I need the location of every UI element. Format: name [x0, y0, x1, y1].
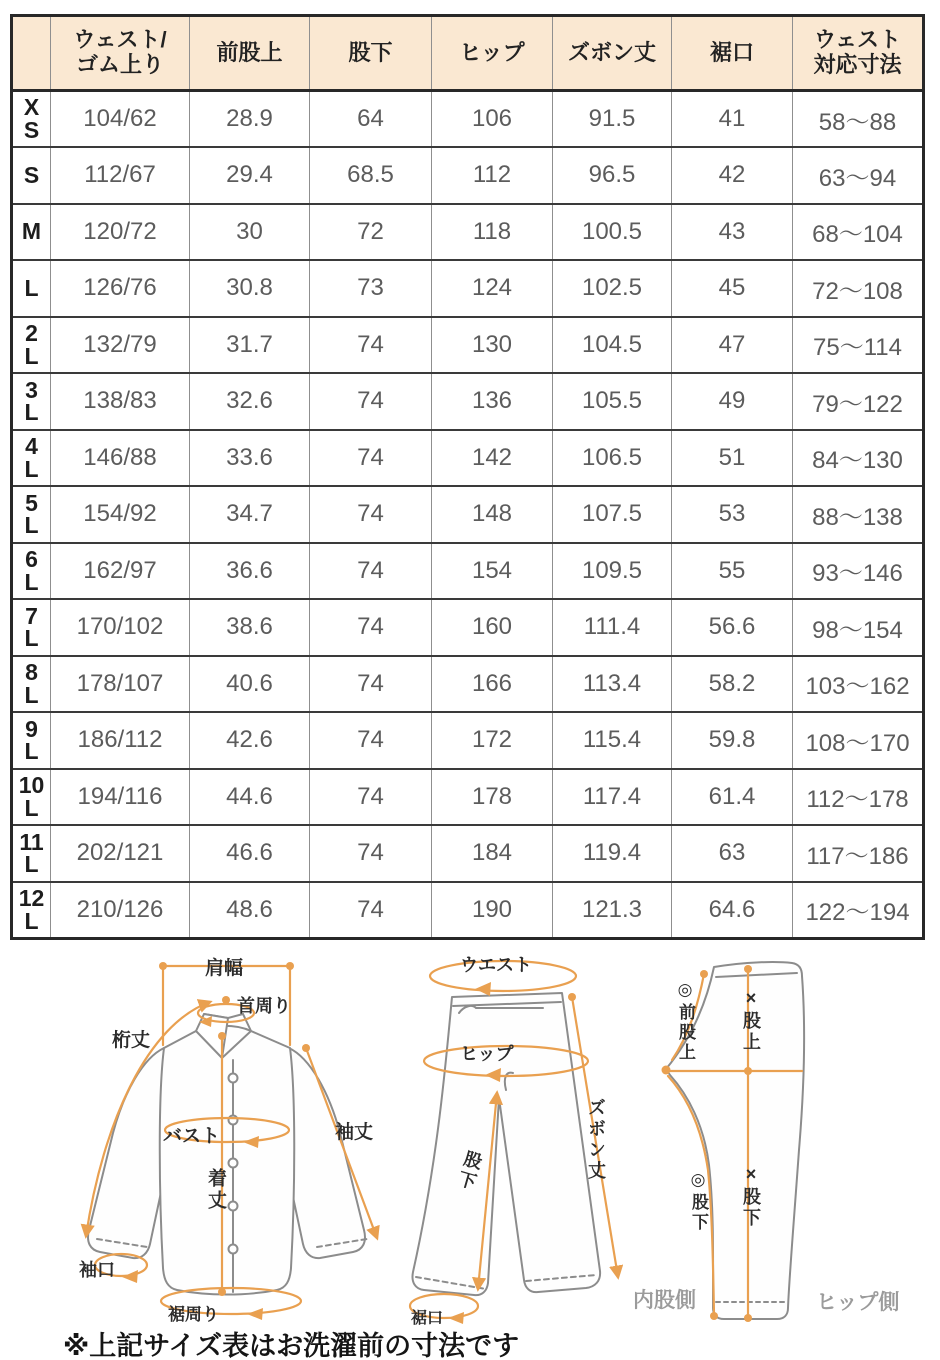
table-row	[12, 769, 924, 826]
table-row	[12, 543, 924, 600]
size-value-cell: 194/116	[51, 769, 190, 826]
label-rise: ×股上	[741, 988, 761, 1053]
column-header: 前股上	[190, 16, 310, 91]
size-value-cell: 160	[432, 599, 553, 656]
table-row	[12, 204, 924, 261]
size-value-cell: 36.6	[190, 543, 310, 600]
size-value-cell: 190	[432, 882, 553, 939]
size-value-cell: 172	[432, 712, 553, 769]
size-value-cell: 32.6	[190, 373, 310, 430]
size-value-cell: 112/67	[51, 147, 190, 204]
size-value-cell: 53	[672, 486, 793, 543]
size-value-cell: 113.4	[553, 656, 672, 713]
size-label: L	[12, 260, 51, 317]
size-value-cell: 49	[672, 373, 793, 430]
size-value-cell: 126/76	[51, 260, 190, 317]
size-value-cell: 68.5	[310, 147, 432, 204]
size-value-cell: 96.5	[553, 147, 672, 204]
column-header: ウェスト 対応寸法	[793, 16, 924, 91]
size-value-cell: 93～146	[793, 543, 924, 600]
size-table-body	[12, 91, 924, 939]
size-label: 8 L	[12, 656, 51, 713]
column-header: ズボン丈	[553, 16, 672, 91]
size-value-cell: 117～186	[793, 825, 924, 882]
column-header: 股下	[310, 16, 432, 91]
size-value-cell: 111.4	[553, 599, 672, 656]
size-value-cell: 59.8	[672, 712, 793, 769]
size-value-cell: 30	[190, 204, 310, 261]
label-yuki-length: 桁丈	[112, 1030, 151, 1051]
size-value-cell: 31.7	[190, 317, 310, 374]
label-body-length: 着丈	[205, 1168, 226, 1212]
size-value-cell: 103～162	[793, 656, 924, 713]
size-label: 10 L	[12, 769, 51, 826]
label-pants-length: ズボン丈	[586, 1098, 606, 1182]
label-hem-girth: 裾周り	[168, 1305, 219, 1324]
size-value-cell: 118	[432, 204, 553, 261]
size-value-cell: 166	[432, 656, 553, 713]
size-value-cell: 142	[432, 430, 553, 487]
label-waist: ウエスト	[460, 955, 532, 975]
size-value-cell: 154	[432, 543, 553, 600]
size-label: 9 L	[12, 712, 51, 769]
size-value-cell: 136	[432, 373, 553, 430]
label-inseam: 股下	[453, 1148, 485, 1194]
size-label: M	[12, 204, 51, 261]
table-row	[12, 430, 924, 487]
size-value-cell: 112～178	[793, 769, 924, 826]
size-value-cell: 117.4	[553, 769, 672, 826]
size-label: 4 L	[12, 430, 51, 487]
size-value-cell: 115.4	[553, 712, 672, 769]
size-value-cell: 178	[432, 769, 553, 826]
table-row	[12, 317, 924, 374]
size-value-cell: 162/97	[51, 543, 190, 600]
table-row	[12, 882, 924, 939]
size-value-cell: 138/83	[51, 373, 190, 430]
label-hip: ヒップ	[460, 1044, 514, 1064]
size-value-cell: 186/112	[51, 712, 190, 769]
size-value-cell: 74	[310, 373, 432, 430]
size-value-cell: 108～170	[793, 712, 924, 769]
size-value-cell: 47	[672, 317, 793, 374]
table-row	[12, 91, 924, 148]
size-value-cell: 46.6	[190, 825, 310, 882]
size-label: 12 L	[12, 882, 51, 939]
size-label: X S	[12, 91, 51, 148]
size-value-cell: 106.5	[553, 430, 672, 487]
size-label: 5 L	[12, 486, 51, 543]
size-value-cell: 74	[310, 656, 432, 713]
size-value-cell: 41	[672, 91, 793, 148]
table-row	[12, 260, 924, 317]
label-cuff-opening: 袖口	[79, 1260, 115, 1280]
size-value-cell: 91.5	[553, 91, 672, 148]
size-value-cell: 29.4	[190, 147, 310, 204]
size-value-cell: 44.6	[190, 769, 310, 826]
size-value-cell: 33.6	[190, 430, 310, 487]
size-label: S	[12, 147, 51, 204]
size-value-cell: 119.4	[553, 825, 672, 882]
size-value-cell: 63	[672, 825, 793, 882]
size-value-cell: 58～88	[793, 91, 924, 148]
label-inner-thigh-side: 内股側	[633, 1289, 696, 1312]
size-value-cell: 112	[432, 147, 553, 204]
size-value-cell: 73	[310, 260, 432, 317]
size-value-cell: 106	[432, 91, 553, 148]
size-value-cell: 148	[432, 486, 553, 543]
size-value-cell: 120/72	[51, 204, 190, 261]
label-front-rise: ◎前股上	[676, 980, 695, 1063]
size-label: 7 L	[12, 599, 51, 656]
size-value-cell: 109.5	[553, 543, 672, 600]
size-value-cell: 74	[310, 712, 432, 769]
size-value-cell: 34.7	[190, 486, 310, 543]
column-header: 裾口	[672, 16, 793, 91]
table-row	[12, 599, 924, 656]
column-header: ヒップ	[432, 16, 553, 91]
size-value-cell: 74	[310, 825, 432, 882]
table-row	[12, 712, 924, 769]
size-value-cell: 74	[310, 543, 432, 600]
size-value-cell: 30.8	[190, 260, 310, 317]
label-pants-hem-opening: 裾口	[411, 1310, 444, 1327]
label-inseam-front-side: ◎股下	[689, 1170, 708, 1233]
size-value-cell: 64	[310, 91, 432, 148]
size-value-cell: 74	[310, 317, 432, 374]
size-value-cell: 104/62	[51, 91, 190, 148]
table-row	[12, 373, 924, 430]
size-table	[10, 14, 925, 940]
label-inseam-back-side: ×股下	[741, 1164, 761, 1229]
label-neck-girth: 首周り	[237, 996, 291, 1016]
column-header: ウェスト/ ゴム上り	[51, 16, 190, 91]
size-value-cell: 100.5	[553, 204, 672, 261]
size-value-cell: 45	[672, 260, 793, 317]
size-label: 11 L	[12, 825, 51, 882]
label-sleeve-length: 袖丈	[335, 1122, 374, 1143]
size-value-cell: 98～154	[793, 599, 924, 656]
measurement-diagram	[0, 935, 940, 1360]
size-value-cell: 72	[310, 204, 432, 261]
size-value-cell: 43	[672, 204, 793, 261]
size-value-cell: 122～194	[793, 882, 924, 939]
size-value-cell: 74	[310, 769, 432, 826]
size-value-cell: 184	[432, 825, 553, 882]
size-value-cell: 28.9	[190, 91, 310, 148]
size-value-cell: 121.3	[553, 882, 672, 939]
size-value-cell: 74	[310, 599, 432, 656]
shirt-outline	[88, 1014, 367, 1295]
size-value-cell: 74	[310, 430, 432, 487]
pre-wash-note: ※上記サイズ表はお洗濯前の寸法です	[63, 1331, 520, 1360]
size-value-cell: 48.6	[190, 882, 310, 939]
size-value-cell: 146/88	[51, 430, 190, 487]
size-value-cell: 75～114	[793, 317, 924, 374]
size-label: 6 L	[12, 543, 51, 600]
size-value-cell: 178/107	[51, 656, 190, 713]
corner-cell	[12, 16, 51, 91]
size-value-cell: 124	[432, 260, 553, 317]
size-value-cell: 79～122	[793, 373, 924, 430]
size-value-cell: 40.6	[190, 656, 310, 713]
size-table-header-row	[12, 16, 924, 91]
size-value-cell: 61.4	[672, 769, 793, 826]
size-value-cell: 58.2	[672, 656, 793, 713]
size-value-cell: 63～94	[793, 147, 924, 204]
size-value-cell: 38.6	[190, 599, 310, 656]
label-shoulder-width: 肩幅	[205, 958, 244, 979]
size-value-cell: 72～108	[793, 260, 924, 317]
table-row	[12, 147, 924, 204]
label-hip-side: ヒップ側	[816, 1291, 900, 1314]
size-value-cell: 104.5	[553, 317, 672, 374]
size-value-cell: 56.6	[672, 599, 793, 656]
size-label: 2 L	[12, 317, 51, 374]
size-value-cell: 51	[672, 430, 793, 487]
table-row	[12, 656, 924, 713]
size-value-cell: 64.6	[672, 882, 793, 939]
size-value-cell: 210/126	[51, 882, 190, 939]
size-value-cell: 55	[672, 543, 793, 600]
size-value-cell: 130	[432, 317, 553, 374]
size-value-cell: 84～130	[793, 430, 924, 487]
size-value-cell: 107.5	[553, 486, 672, 543]
table-row	[12, 486, 924, 543]
size-value-cell: 202/121	[51, 825, 190, 882]
size-value-cell: 132/79	[51, 317, 190, 374]
size-value-cell: 102.5	[553, 260, 672, 317]
label-bust: バスト	[163, 1126, 221, 1147]
table-row	[12, 825, 924, 882]
size-label: 3 L	[12, 373, 51, 430]
size-value-cell: 42	[672, 147, 793, 204]
size-value-cell: 154/92	[51, 486, 190, 543]
pants-front-outline	[412, 993, 600, 1295]
size-value-cell: 74	[310, 882, 432, 939]
size-value-cell: 74	[310, 486, 432, 543]
size-value-cell: 42.6	[190, 712, 310, 769]
size-value-cell: 105.5	[553, 373, 672, 430]
size-value-cell: 170/102	[51, 599, 190, 656]
size-value-cell: 88～138	[793, 486, 924, 543]
size-value-cell: 68～104	[793, 204, 924, 261]
